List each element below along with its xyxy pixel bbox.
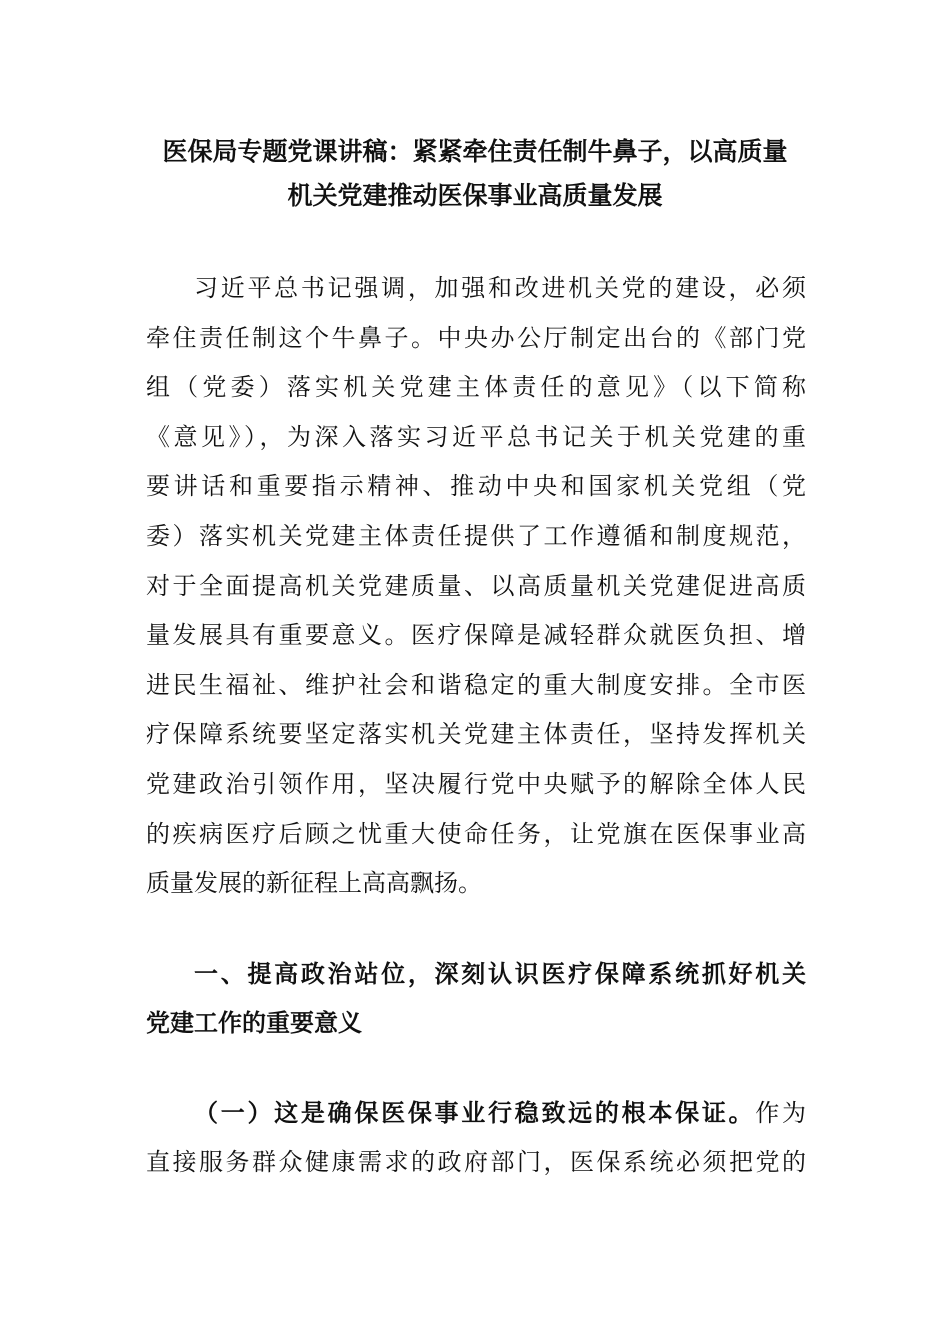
paragraph-line: 疗保障系统要坚定落实机关党建主体责任，坚持发挥机关 <box>146 720 806 749</box>
section-heading <box>146 949 806 1048</box>
document-title <box>140 130 810 218</box>
paragraph-line: 对于全面提高机关党建质量、以高质量机关党建促进高质 <box>146 571 806 600</box>
paragraph-line: 质量发展的新征程上高高飘扬。 <box>146 869 482 898</box>
paragraph-line: 委）落实机关党建主体责任提供了工作遵循和制度规范， <box>146 521 806 550</box>
paragraph-line: 的疾病医疗后顾之忧重大使命任务，让党旗在医保事业高 <box>146 819 806 848</box>
paragraph-line: 党建政治引领作用，坚决履行党中央赋予的解除全体人民 <box>146 769 806 798</box>
title-line: 医保局专题党课讲稿：紧紧牵住责任制牛鼻子，以高质量 <box>162 137 788 166</box>
subsection-heading: （一）这是确保医保事业行稳致远的根本保证。 <box>194 1097 756 1127</box>
paragraph-line <box>146 1088 806 1138</box>
heading-line: 党建工作的重要意义 <box>146 1008 362 1038</box>
subsection-paragraph <box>146 1088 806 1187</box>
heading-line: 一、提高政治站位，深刻认识医疗保障系统抓好机关 <box>194 958 806 988</box>
paragraph-text: 作为 <box>755 1098 807 1127</box>
intro-paragraph <box>146 264 806 909</box>
document-body <box>146 264 806 1187</box>
paragraph-line: 要讲话和重要指示精神、推动中央和国家机关党组（党 <box>146 472 806 501</box>
paragraph-line: 直接服务群众健康需求的政府部门，医保系统必须把党的 <box>146 1147 806 1176</box>
paragraph-line: 牵住责任制这个牛鼻子。中央办公厅制定出台的《部门党 <box>146 323 806 352</box>
title-line: 机关党建推动医保事业高质量发展 <box>287 181 663 210</box>
paragraph-line: 习近平总书记强调，加强和改进机关党的建设，必须 <box>194 274 806 302</box>
paragraph-line: 进民生福祉、维护社会和谐稳定的重大制度安排。全市医 <box>146 670 806 699</box>
paragraph-line: 《意见》），为深入落实习近平总书记关于机关党建的重 <box>146 422 806 451</box>
paragraph-line: 量发展具有重要意义。医疗保障是减轻群众就医负担、增 <box>146 621 806 650</box>
paragraph-line: 组（党委）落实机关党建主体责任的意见》（以下简称 <box>146 373 806 402</box>
